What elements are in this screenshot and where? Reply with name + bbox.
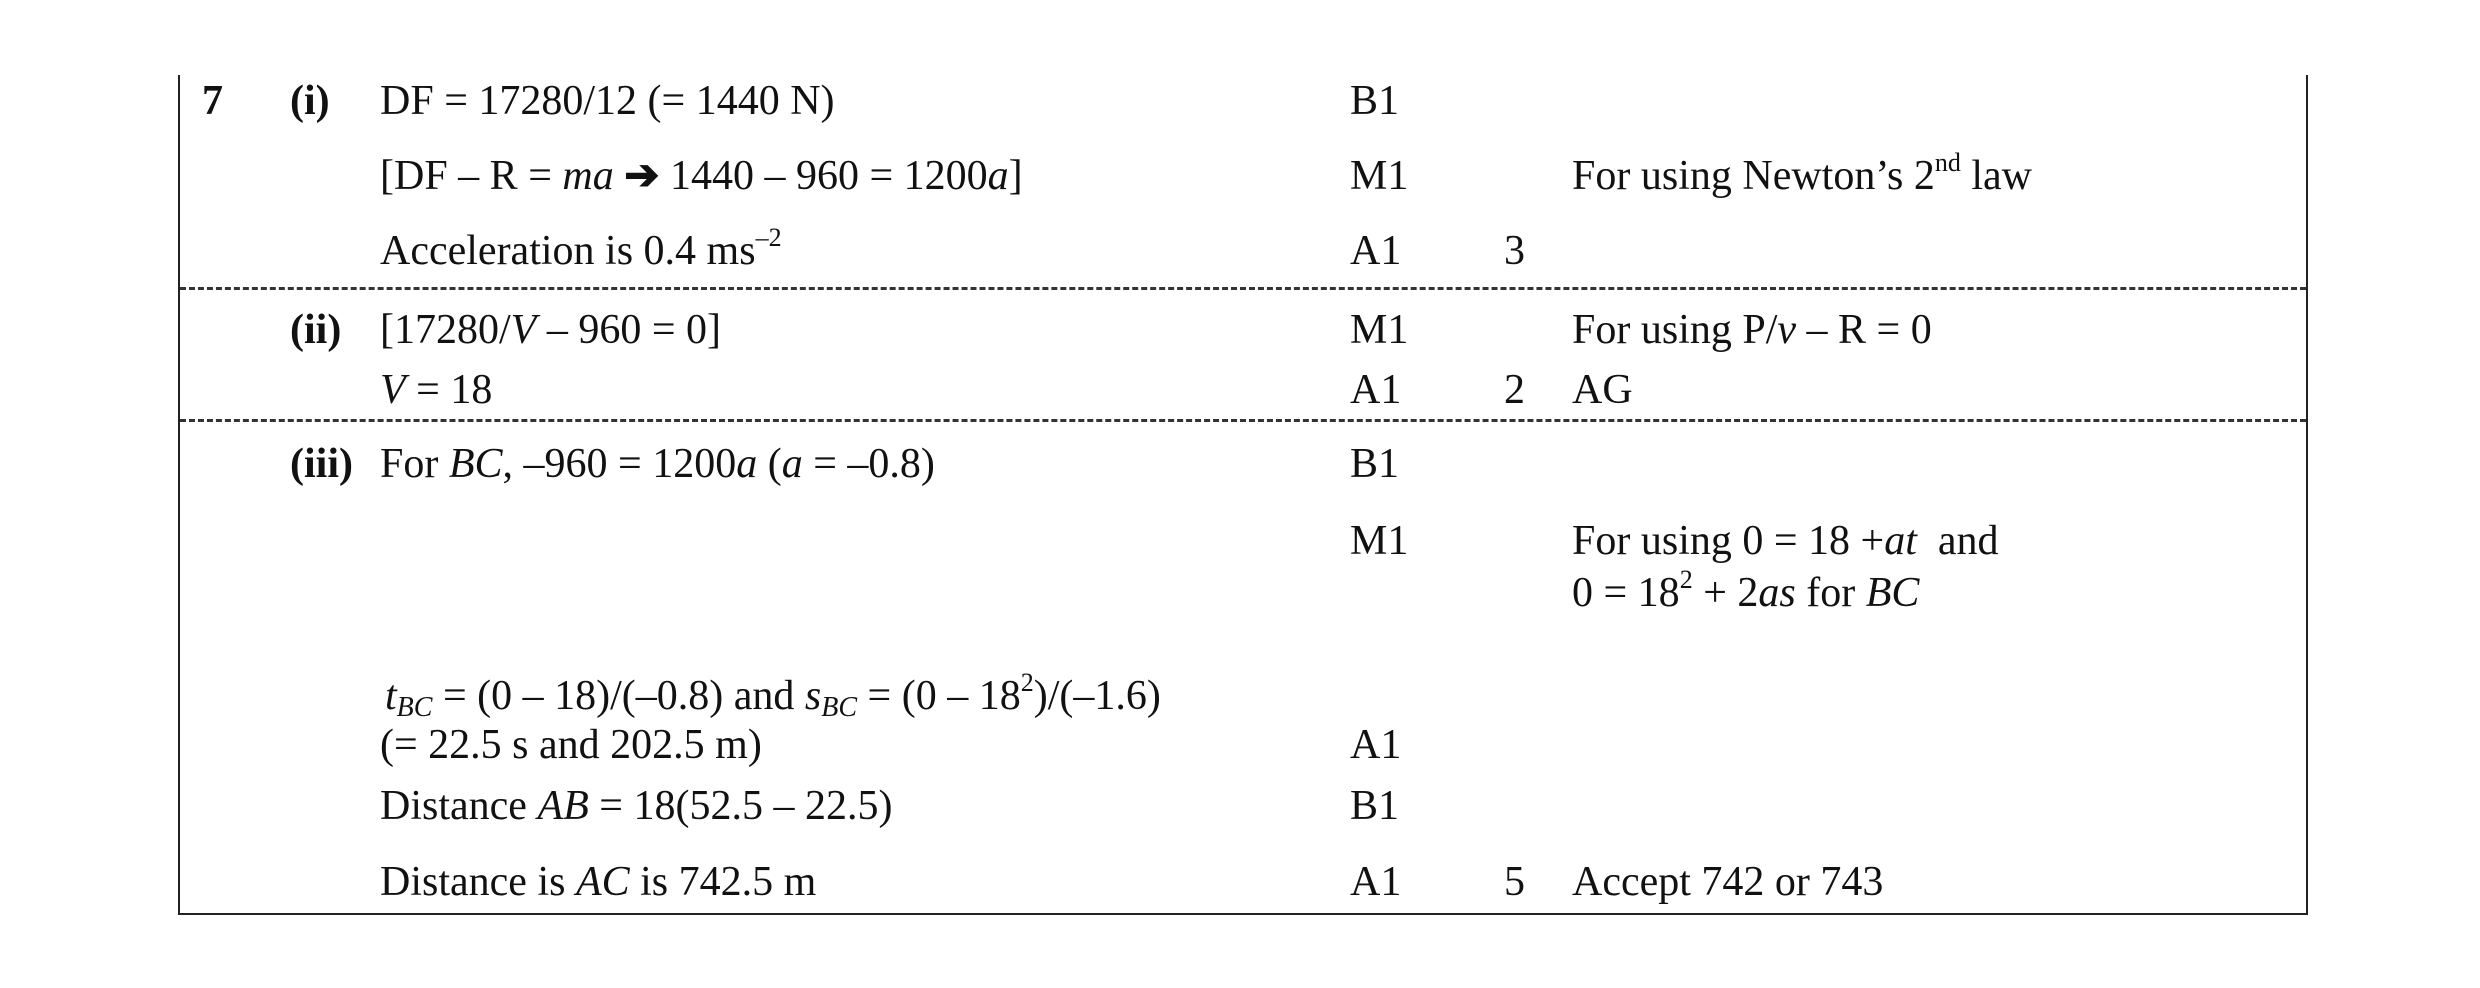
table-row [180,290,2306,353]
part-total: 5 [1504,859,1525,905]
table-row [180,498,2306,628]
guidance-text: Accept 742 or 743 [1572,859,1884,905]
working-text: Distance AB = 18(52.5 – 22.5) [380,783,893,829]
part-ii [180,287,2306,419]
part-label: (i) [290,78,330,124]
mark-code: B1 [1350,441,1400,487]
table-row [180,350,2306,422]
working-text: Distance is AC is 742.5 m [380,859,817,905]
mark-code: M1 [1350,307,1409,353]
table-row [180,75,2306,150]
working-text: (= 22.5 s and 202.5 m) [380,722,762,768]
mark-code: B1 [1350,783,1400,829]
guidance-text: $0 = 18^2 + 2as$ for BC [1572,564,1920,616]
question-number: 7 [202,78,223,124]
part-label: (iii) [290,441,353,487]
mark-code: A1 [1350,859,1402,905]
mark-code: M1 [1350,153,1409,199]
mark-code: B1 [1350,78,1400,124]
table-row [180,422,2306,498]
mark-code: A1 [1350,722,1402,768]
working-text: DF = 17280/12 (= 1440 N) [380,78,835,124]
mark-code: A1 [1350,367,1402,413]
working-text: V = 18 [380,367,493,413]
table-row [180,845,2306,916]
part-total: 3 [1504,228,1525,274]
table-row [180,222,2306,287]
guidance-text: AG [1572,367,1633,413]
table-row [180,147,2306,225]
guidance-text: For using 0 = 18 +at and [1572,518,1999,564]
arrow-icon: ➔ [624,153,660,199]
working-text: For BC, –960 = 1200a (a = –0.8) [380,441,935,487]
part-label: (ii) [290,307,342,353]
guidance-text: For using P/v – R = 0 [1572,307,1932,353]
working-text: $t_{BC} = (0 - 18)/(-0.8)$ and $s_{BC} = (0 - 18^2)/(-1.6)$ [385,667,1161,723]
part-i [180,75,2306,287]
guidance-text: For using Newton’s 2nd law [1572,147,2033,199]
working-text: [DF – R = ma ➔ 1440 – 960 = 1200a] [380,153,1023,199]
mark-code: A1 [1350,228,1402,274]
part-iii [180,419,2306,913]
mark-code: M1 [1350,518,1409,564]
working-text: [17280/V – 960 = 0] [380,307,721,353]
table-row [180,628,2306,768]
table-row [180,768,2306,845]
part-total: 2 [1504,367,1525,413]
working-text: Acceleration is 0.4 $ms^{-2}$ [380,222,782,274]
mark-scheme-table [178,75,2308,915]
